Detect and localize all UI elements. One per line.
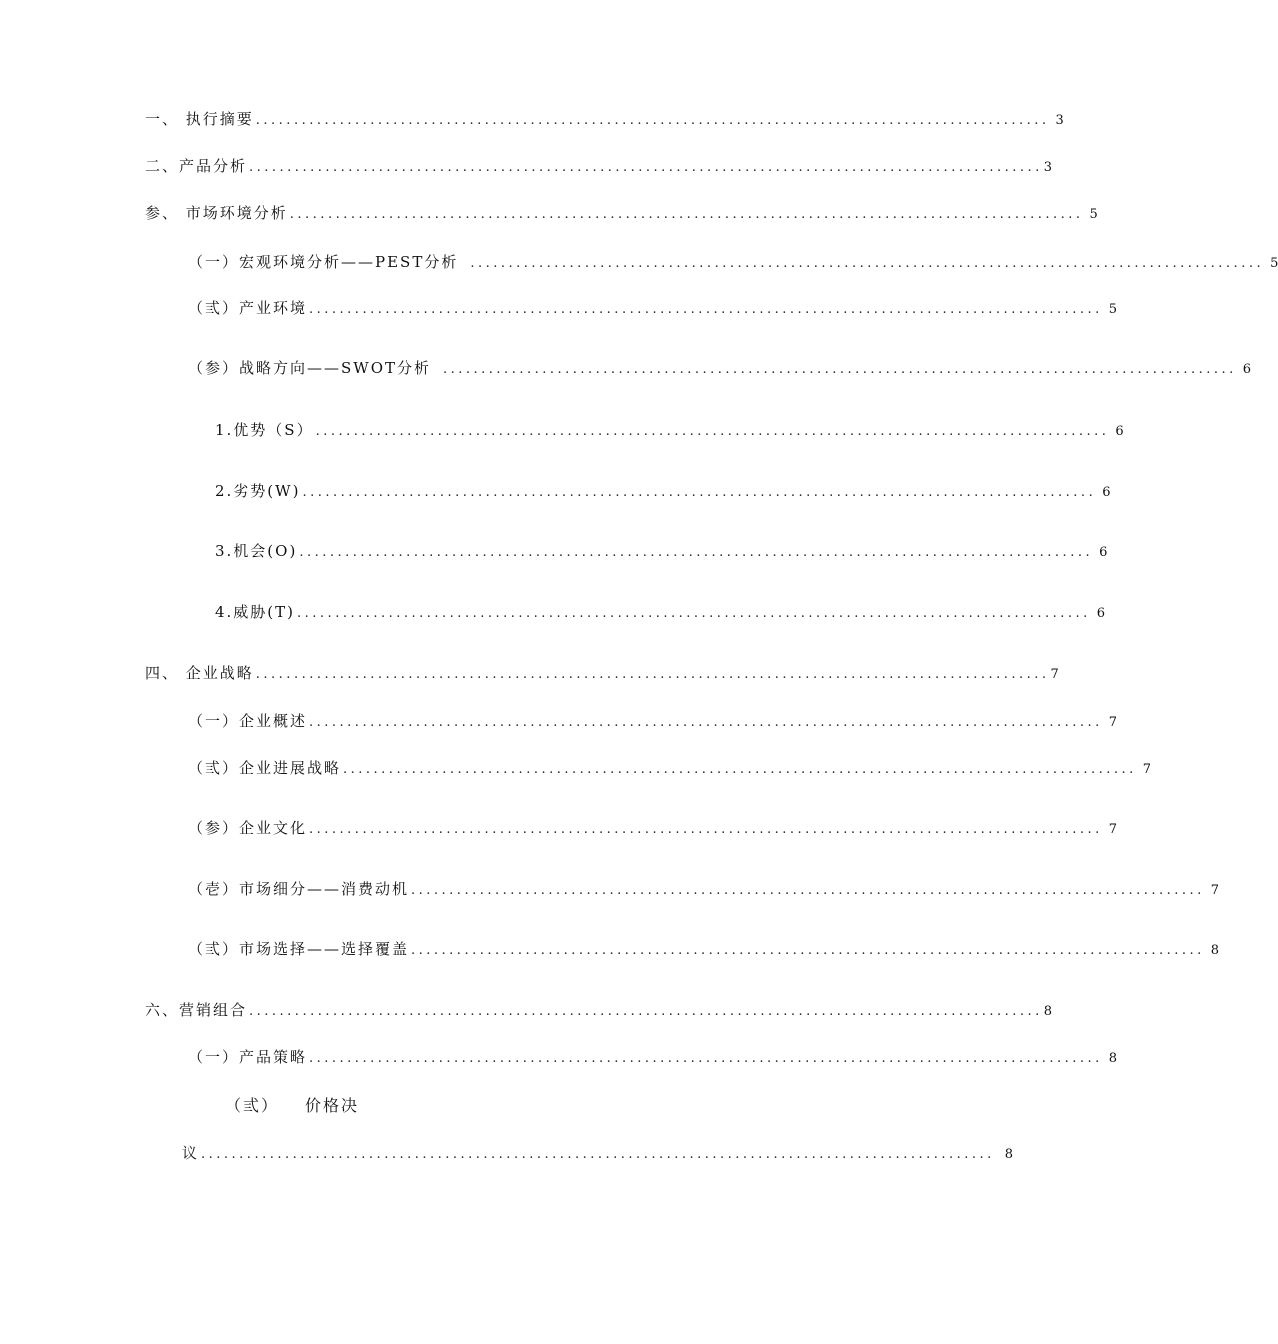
toc-label: （参）战略方向——SWOT分析 bbox=[188, 359, 431, 377]
toc-page-number: 5 bbox=[1108, 302, 1118, 317]
toc-label: （弎）市场选择——选择覆盖 bbox=[188, 940, 410, 958]
toc-label: （弎）企业进展战略 bbox=[188, 759, 342, 777]
toc-label: （弎）产业环境 bbox=[188, 299, 308, 317]
toc-label: 2.劣势(W) bbox=[215, 482, 301, 500]
toc-page-number: 7 bbox=[1210, 883, 1220, 898]
toc-entry-market-environment[interactable] bbox=[145, 202, 1098, 224]
toc-leader-dots: ........................................................................................................ bbox=[315, 424, 1110, 439]
toc-page-number: 5 bbox=[1089, 207, 1098, 222]
toc-page-number: 6 bbox=[1115, 424, 1124, 439]
toc-leader-dots: ........................................................................................................ bbox=[411, 943, 1205, 958]
toc-entry-market-selection[interactable] bbox=[188, 938, 1220, 960]
toc-page-number: 7 bbox=[1108, 715, 1118, 730]
toc-entry-pricing-decision-continuation[interactable] bbox=[182, 1142, 1014, 1164]
toc-entry-product-strategy[interactable] bbox=[188, 1046, 1118, 1068]
toc-page-number: 6 bbox=[1242, 362, 1252, 377]
toc-entry-threats[interactable] bbox=[215, 601, 1106, 623]
toc-entry-exec-summary[interactable] bbox=[145, 108, 1064, 130]
toc-page-number: 6 bbox=[1099, 545, 1108, 560]
toc-label: 二、产品分析 bbox=[145, 157, 248, 175]
toc-page-number: 8 bbox=[1108, 1051, 1118, 1066]
toc-label: 3.机会(O) bbox=[215, 542, 298, 560]
toc-page-number: 8 bbox=[1004, 1147, 1014, 1162]
toc-label: 1.优势（S） bbox=[215, 421, 314, 439]
toc-entry-weaknesses[interactable] bbox=[215, 480, 1111, 502]
toc-leader-dots: ........................................................................................................ bbox=[249, 1004, 1043, 1019]
toc-entry-company-overview[interactable] bbox=[188, 710, 1118, 732]
toc-entry-development-strategy[interactable] bbox=[188, 757, 1152, 779]
toc-leader-dots: ........................................................................................................ bbox=[309, 822, 1103, 837]
toc-label: 参、 市场环境分析 bbox=[145, 204, 288, 222]
toc-page-number: 7 bbox=[1142, 762, 1152, 777]
toc-leader-dots: ........................................................................................................ bbox=[255, 113, 1050, 128]
toc-page-number: 3 bbox=[1055, 113, 1064, 128]
toc-entry-marketing-mix[interactable] bbox=[145, 999, 1053, 1021]
toc-leader-dots: ........................................................................................................ bbox=[343, 762, 1137, 777]
toc-entry-macro-pest[interactable] bbox=[188, 251, 1278, 273]
toc-label: 一、 执行摘要 bbox=[145, 110, 254, 128]
toc-leader-dots: ........................................................................................................ bbox=[309, 715, 1103, 730]
toc-entry-swot[interactable] bbox=[188, 357, 1252, 379]
toc-entry-market-segmentation[interactable] bbox=[188, 878, 1220, 900]
toc-leader-dots: ........................................................................................................ bbox=[255, 667, 1050, 682]
toc-leader-dots: ........................................................................................................ bbox=[470, 256, 1265, 271]
toc-prefix: （弎） bbox=[225, 1096, 280, 1115]
toc-label: 四、 企业战略 bbox=[145, 664, 254, 682]
toc-leader-dots: ........................................................................................................ bbox=[443, 362, 1237, 377]
toc-entry-corporate-culture[interactable] bbox=[188, 817, 1118, 839]
toc-leader-dots: ........................................................................................................ bbox=[309, 302, 1103, 317]
toc-label: （一）宏观环境分析——PEST分析 bbox=[188, 253, 459, 271]
toc-label: （参）企业文化 bbox=[188, 819, 308, 837]
toc-leader-dots: ........................................................................................................ bbox=[201, 1147, 995, 1162]
toc-leader-dots: ........................................................................................................ bbox=[297, 606, 1091, 621]
toc-entry-corporate-strategy[interactable] bbox=[145, 662, 1059, 684]
toc-leader-dots: ........................................................................................................ bbox=[411, 883, 1205, 898]
toc-leader-dots: ........................................................................................................ bbox=[309, 1051, 1103, 1066]
toc-label: 4.威胁(T) bbox=[215, 603, 296, 621]
toc-entry-pricing-decision-title[interactable] bbox=[225, 1095, 359, 1117]
toc-label: （壱）市场细分——消费动机 bbox=[188, 880, 410, 898]
toc-page-number: 5 bbox=[1270, 256, 1278, 271]
toc-page-number: 8 bbox=[1210, 943, 1220, 958]
toc-entry-strengths[interactable] bbox=[215, 419, 1124, 441]
toc-entry-opportunities[interactable] bbox=[215, 540, 1108, 562]
toc-label: 六、营销组合 bbox=[145, 1001, 248, 1019]
toc-leader-dots: ........................................................................................................ bbox=[249, 160, 1043, 175]
toc-page-number: 6 bbox=[1096, 606, 1106, 621]
toc-leader-dots: ........................................................................................................ bbox=[289, 207, 1084, 222]
toc-leader-dots: ........................................................................................................ bbox=[302, 485, 1097, 500]
toc-entry-industry-environment[interactable] bbox=[188, 297, 1118, 319]
toc-label: （一）企业概述 bbox=[188, 712, 308, 730]
toc-leader-dots: ........................................................................................................ bbox=[299, 545, 1094, 560]
toc-page-number: 7 bbox=[1108, 822, 1118, 837]
toc-label: 议 bbox=[182, 1144, 200, 1162]
toc-entry-product-analysis[interactable] bbox=[145, 155, 1053, 177]
toc-label: （一）产品策略 bbox=[188, 1048, 308, 1066]
toc-page-number: 8 bbox=[1043, 1004, 1053, 1019]
toc-page-number: 6 bbox=[1102, 485, 1111, 500]
toc-page-number: 7 bbox=[1050, 667, 1059, 682]
toc-page-number: 3 bbox=[1043, 160, 1053, 175]
toc-label: 价格决 bbox=[305, 1096, 360, 1115]
